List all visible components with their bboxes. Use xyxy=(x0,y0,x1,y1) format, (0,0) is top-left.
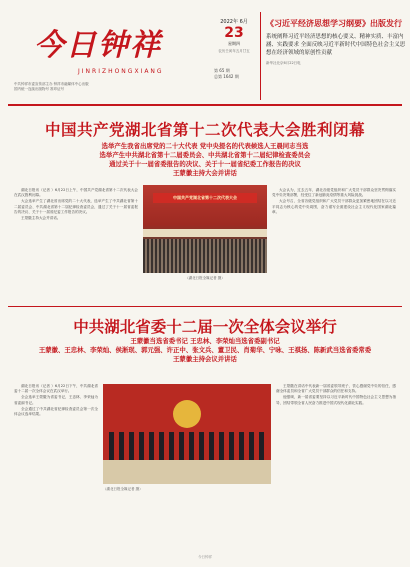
story2-left-column xyxy=(14,384,98,549)
logo-pinyin: JINRIZHONGXIANG xyxy=(78,68,164,75)
photo-banner: 中国共产党湖北省第十二次代表大会 xyxy=(153,193,257,203)
date-block xyxy=(214,18,254,54)
story2-subhead: 王蒙徽主持会议并讲话 xyxy=(173,355,237,363)
newspaper-logo: 今日钟祥 xyxy=(34,28,162,63)
teaser-box[interactable] xyxy=(266,18,406,66)
issue-info xyxy=(214,68,258,80)
masthead-divider xyxy=(260,12,261,100)
story1-subheads xyxy=(0,142,410,178)
story1-subhead: 通过关于十一届省委报告的决议、关于十一届省纪委工作报告的决议 xyxy=(109,160,301,168)
story2-right-column xyxy=(276,384,396,549)
story1-right-column xyxy=(272,188,396,300)
teaser-title[interactable]: 《习近平经济思想学习纲要》出版发行 xyxy=(266,19,402,28)
publisher-line: 国内统一连续出版物号 准印证号 xyxy=(14,87,65,91)
story2-paragraph: 全会通过了中共湖北省纪律检查委员会第一次全体会议选举结果。 xyxy=(14,406,98,417)
story1-headline[interactable]: 中国共产党湖北省第十二次代表大会胜利闭幕 xyxy=(44,121,365,139)
masthead xyxy=(8,8,406,104)
photo-crowd xyxy=(143,239,267,273)
issue-total: 总第 1642 期 xyxy=(214,74,239,79)
publisher-info xyxy=(14,82,204,92)
story1-photo-caption: （湖北日报全媒记者 摄） xyxy=(185,276,225,280)
story2-photo-caption: （湖北日报全媒记者 摄） xyxy=(103,487,143,491)
story2-paragraph: 王蒙徽在讲话中代表新一届省委领导班子，衷心感谢党中央的信任，感谢全体委员和全省广大党员干部群众的信任和支持。 xyxy=(276,384,396,394)
teaser-body: 系统阐释习近平经济思想的核心要义、精神实质、丰富内涵、实践要求 全面反映习近平新时代中国特色社会主义思想在经济领域的原创性贡献 xyxy=(266,34,406,56)
story1-paragraph: 湖北日报讯（记者 ）6月22日上午，中国共产党湖北省第十二次代表大会在武汉胜利闭幕。 xyxy=(14,188,138,198)
story1-photo[interactable] xyxy=(143,185,267,273)
story1-subhead: 选举产生我省出席党的二十大代表 党中央提名的代表候选人王晨同志当选 xyxy=(101,142,309,150)
story1-paragraph: 王蒙徽主持大会并讲话。 xyxy=(21,216,61,221)
photo-stage xyxy=(143,229,267,237)
teaser-meta: 新华社北京6月22日电 xyxy=(266,61,301,65)
story2-photo[interactable] xyxy=(103,384,271,484)
story1-paragraph: 大会选举产生了湖北省出席党的二十大代表，选举产生了中共湖北省第十二届委员会、中共湖北省第十二届纪律检查委员会，通过了关于十一届省委报告的决议、关于十一届省纪委工作报告的决议。 xyxy=(14,199,138,214)
publisher-line: 中共钟祥市委宣传部主办 钟祥市融媒体中心出版 xyxy=(14,82,89,86)
story2-headline[interactable]: 中共湖北省委十二届一次全体会议举行 xyxy=(73,318,337,336)
story2-subheads xyxy=(0,337,410,364)
party-emblem-icon xyxy=(173,400,201,428)
issue-number: 第 65 期 xyxy=(214,68,230,73)
date-weekday: 星期四 xyxy=(228,41,240,46)
story1-paragraph: 大会认为，过去五年，湖北各级党组织和广大党员干部群众坚决贯彻落实党中央决策部署，经受住了新冠肺炎疫情等重大风险挑战。 xyxy=(272,188,396,198)
story1-subhead: 选举产生中共湖北省第十二届委员会、中共湖北省第十二届纪律检查委员会 xyxy=(99,151,311,159)
story1-paragraph: 大会号召，全省各级党组织和广大党员干部群众更加紧密地团结在以习近平同志为核心的党中央周围，奋力谱写全面建设社会主义现代化国家湖北篇章。 xyxy=(272,199,396,214)
story2-paragraph: 全会选举王蒙徽为省委书记，王忠林、李荣灿为省委副书记。 xyxy=(14,395,98,405)
masthead-rule xyxy=(8,104,402,106)
story2-paragraph: 他强调，新一届省委要坚持以习近平新时代中国特色社会主义思想为指导，团结带领全省人民奋力推进中国式现代化湖北实践。 xyxy=(276,395,396,405)
section-divider xyxy=(8,306,402,307)
date-lunar: 农历壬寅年五月廿五 xyxy=(218,49,250,53)
footer-note: 今日钟祥 xyxy=(198,555,212,559)
story2-subhead: 王蒙徽当选省委书记 王忠林、李荣灿当选省委副书记 xyxy=(130,337,280,345)
story2-subhead: 王蒙徽、王忠林、李荣灿、侯淅珉、郭元强、许正中、张文兵、董卫民、肖菊华、宁咏、王祺扬、陈新武当选省委常委 xyxy=(38,346,372,354)
date-year-month: 2022年 6月 xyxy=(220,19,248,25)
date-day: 23 xyxy=(224,25,244,41)
photo-floor xyxy=(103,460,271,484)
story2-paragraph: 湖北日报讯（记者 ）6月22日下午，中共湖北省委十二届一次全体会议在武汉举行。 xyxy=(14,384,98,394)
story1-subhead: 王蒙徽主持大会并讲话 xyxy=(173,169,237,177)
story1-left-column xyxy=(14,188,138,300)
